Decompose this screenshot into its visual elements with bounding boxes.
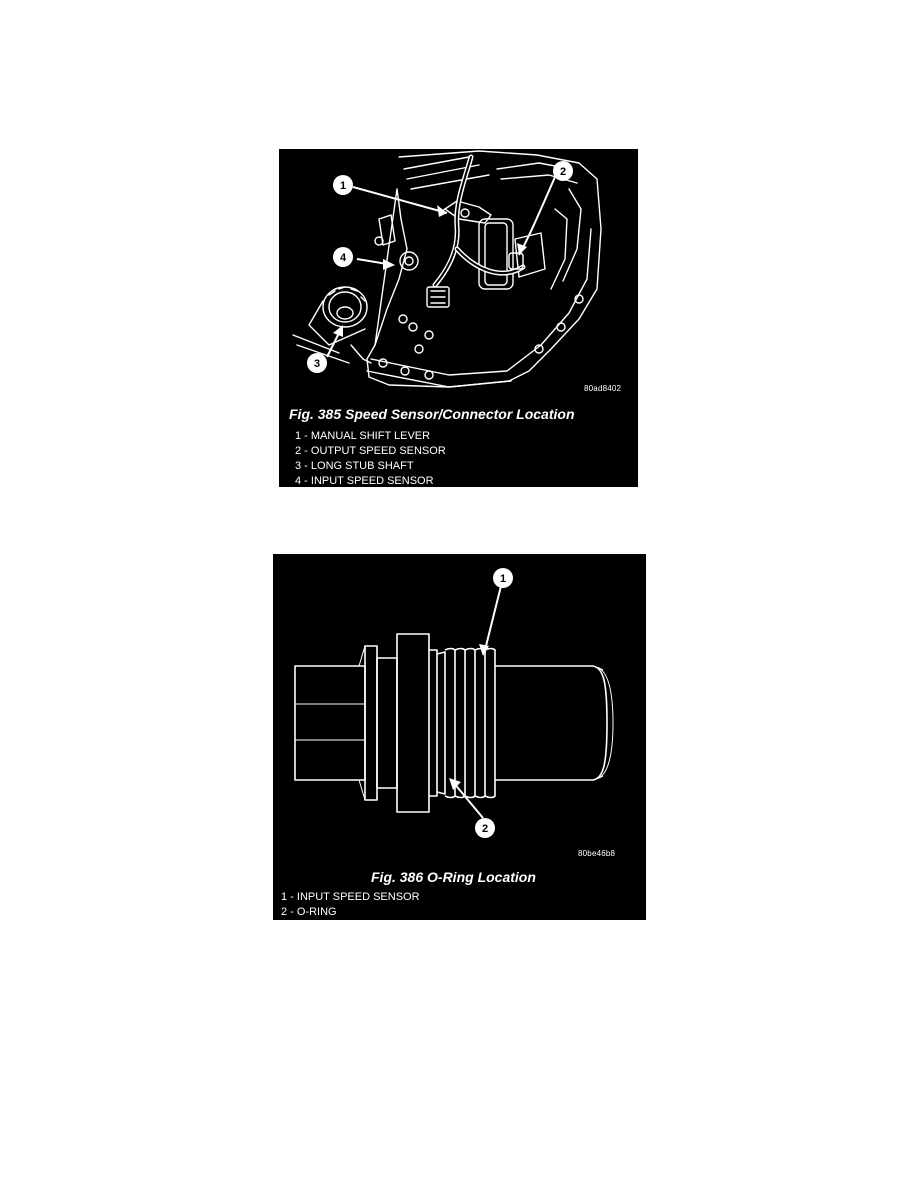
figure-385-speed-sensor-connector-location (279, 149, 638, 487)
legend-item: 2 - OUTPUT SPEED SENSOR (295, 445, 446, 457)
legend-item: 3 - LONG STUB SHAFT (295, 460, 414, 472)
callout-3: 3 (313, 358, 321, 370)
figure-title: Fig. 386 O-Ring Location (371, 869, 536, 885)
figure-title: Fig. 385 Speed Sensor/Connector Location (289, 406, 575, 422)
figure-code: 80ad8402 (584, 384, 622, 393)
legend-item: 1 - INPUT SPEED SENSOR (281, 891, 420, 903)
legend-item: 1 - MANUAL SHIFT LEVER (295, 430, 431, 442)
figure-legend (295, 429, 446, 487)
callout-4: 4 (339, 252, 347, 264)
speed-sensor-illustration (273, 554, 646, 854)
figure-legend (281, 890, 420, 920)
figure-code: 80be46b8 (578, 849, 616, 858)
figure-386-o-ring-location (273, 554, 646, 920)
transmission-illustration (279, 149, 638, 409)
callout-2: 2 (481, 823, 489, 835)
callout-1: 1 (339, 180, 347, 192)
callout-2: 2 (559, 166, 567, 178)
legend-item: 2 - O-RING (281, 906, 337, 918)
legend-item: 4 - INPUT SPEED SENSOR (295, 475, 434, 487)
callout-1: 1 (499, 573, 507, 585)
